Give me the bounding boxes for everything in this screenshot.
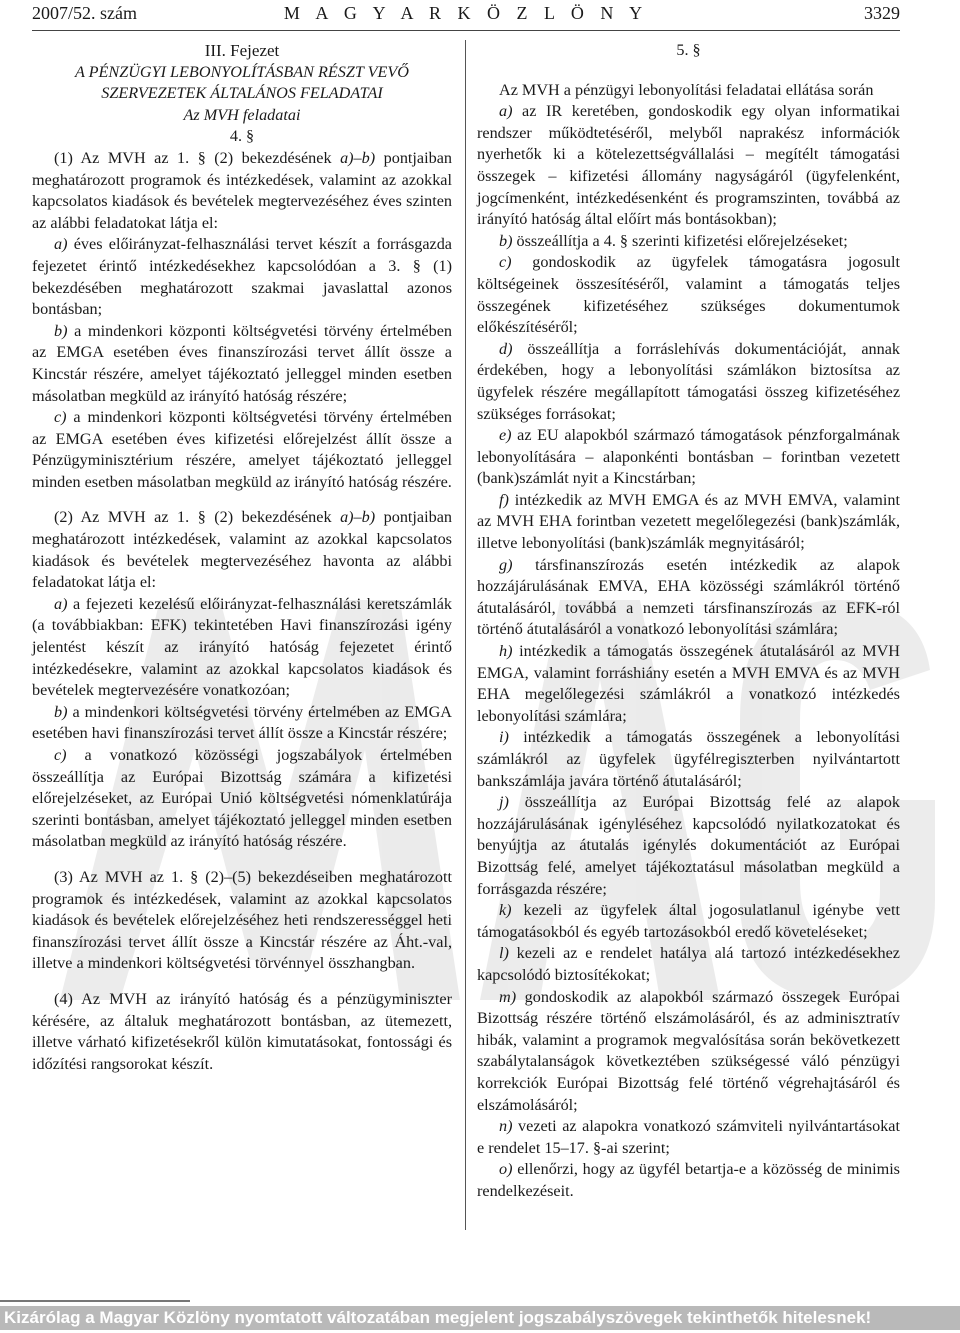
list-item: c) a vonatkozó közösségi jogszabályok értelmében összeállítja az Európai Bizottság számára a kifizetési előrejelzéseket, az Európai Unió költségvetési nómenklatúrája szerinti bontásban, amelyet tájékoztató jelleggel minden esetben másolatban megküld az irányító hatóság részére. <box>32 746 452 851</box>
section-intro: Az MVH a pénzügyi lebonyolítási feladatai ellátása során <box>499 80 874 99</box>
section-number-4: 4. § <box>229 127 255 146</box>
header-rule <box>32 30 900 31</box>
authenticity-footer: Kizárólag a Magyar Közlöny nyomtatott változatában megjelent jogszabályszövegek tekinthetők hitelesnek! <box>0 1306 960 1330</box>
paragraph-4: (4) Az MVH az irányító hatóság és a pénzügyminiszter kérésére, az általuk meghatározott bontásban, az ütemezett, illetve várható kifizetésekről külön kimutatásokat, fontossági és időzítési rangsorokat készít. <box>32 989 452 1073</box>
issue-number: 2007/52. szám <box>32 3 137 23</box>
paragraph-2: (2) Az MVH az 1. § (2) bekezdésének a)–b) pontjaiban meghatározott intézkedések, valamint az azokkal kapcsolatos kiadások és bevételek megtervezéséhez havonta az alábbi feladatokat látja el: <box>32 508 452 592</box>
list-item: a) éves előirányzat-felhasználási tervet készít a forrásgazda fejezetet érintő intézkedésekhez kapcsolódóan a 3. § (1) bekezdésében meghatározott szakmai javaslattal azonos bontásban; <box>32 235 452 319</box>
publication-title: M A G Y A R K Ö Z L Ö N Y <box>283 3 649 23</box>
list-item: b) a mindenkori központi költségvetési törvény értelmében az EMGA esetében éves finanszírozási tervet állít össze a Kincstár részére, amelyet tájékoztató jelleggel minden esetben másolatban megküld az irányító hatóság részére; <box>32 321 452 405</box>
page-number: 3329 <box>864 3 900 23</box>
list-item: a) az IR keretében, gondoskodik egy olyan informatikai rendszer működtetéséről, melyből naprakész információk nyerhetők ki a kötelezettségvállalási – megítélt támogatási összegek – kifizetési állomány nagyságáról (ügyfelenként, jogcímenként, intézkedésenként és programszinten, továbbá az irányító hatóság által előírt más bontásokban); <box>477 102 900 229</box>
list-item: f) intézkedik az MVH EMGA és az MVH EMVA, valamint az MVH EHA forintban vezetett megelőlegezési (bank)számlák, illetve lebonyolítási (bank)számlák megnyitásáról; <box>477 490 900 553</box>
list-item: b) a mindenkori költségvetési törvény értelmében az EMGA esetében havi finanszírozási tervet állít össze a Kincstár részére; <box>32 702 452 743</box>
list-item: l) kezeli az e rendelet hatálya alá tartozó intézkedésekhez kapcsolódó biztosítékokat; <box>477 944 900 984</box>
chapter-heading: III. Fejezet <box>204 41 280 60</box>
list-item: h) intézkedik a támogatás összegének átutalásáról az MVH EMGA, valamint forráshiány esetén a MVH EMVA és az MVH EHA megelőlegezési számlákról a vonatkozó intézkedés lebonyolítási számlára; <box>477 642 900 725</box>
section-subtitle: Az MVH feladatai <box>183 105 301 124</box>
chapter-title: A PÉNZÜGYI LEBONYOLÍTÁSBAN RÉSZT VEVŐ SZERVEZETEK ÁLTALÁNOS FELADATAI <box>75 62 409 103</box>
column-divider <box>465 40 466 1230</box>
paragraph-1: (1) Az MVH az 1. § (2) bekezdésének a)–b) pontjaiban meghatározott programok és intézkedések, valamint az azokkal kapcsolatos kiadások és bevételek megtervezéséhez éves szinten az alábbi feladatokat látja el: <box>32 148 452 232</box>
list-item: c) a mindenkori központi költségvetési törvény értelmében az EMGA esetében éves kifizetési előrejelzést állít össze a Pénzügyminisztérium részére, amelyet tájékoztató jelleggel minden esetben másolatban megküld az irányító hatóság részére. <box>32 408 452 491</box>
list-item: n) vezeti az alapokra vonatkozó számviteli nyilvántartásokat e rendelet 15–17. §-ai szerint; <box>477 1117 900 1157</box>
page-header <box>32 0 900 26</box>
section-number-5: 5. § <box>676 41 701 59</box>
list-item: m) gondoskodik az alapokból származó összegek Európai Bizottság részére történő elszámolásáról, és az adminisztratív hibák, valamint a programok megvalósítása során bekövetkezett szabálytalanságok következtében szükségessé váló pénzügyi korrekciók Európai Bizottság felé történő végrehajtásáról és elszámolásáról; <box>477 987 900 1114</box>
list-item: c) gondoskodik az ügyfelek támogatásra jogosult költségeinek összesítéséről, valamint a támogatás teljes összegének kifizetéséhez szükséges dokumentumok előkészítéséről; <box>477 253 900 337</box>
list-item: k) kezeli az ügyfelek által jogosulatlanul igénybe vett támogatásokból és egyéb tartozásokból eredő követeléseket; <box>477 901 900 941</box>
list-item: j) összeállítja az Európai Bizottság felé az alapok hozzájárulásának igényléséhez kapcsolódó nyilatkozatokat és benyújtja az átutalás igénylés dokumentációt az Európai Bizottság felé, amelyet tájékoztatásul másolatban megküld a forrásgazda részére; <box>477 793 900 898</box>
left-column <box>32 40 452 1075</box>
list-item: d) összeállítja a forráslehívás dokumentációját, annak érdekében, hogy a lebonyolítási számlákon biztosítsa az ügyfelek részére megállapított támogatási összeg kifizetéséhez szükséges forrásokat; <box>477 339 900 423</box>
list-item: a) a fejezeti kezelésű előirányzat-felhasználási keretszámlák (a továbbiakban: EFK) tekintetében Havi finanszírozási igény jelentést készít az irányító hatóság fejezetet érintő intézkedésekre, valamint az azokkal kapcsolatos kiadások és bevételek megtervezésére vonatkozóan; <box>32 594 452 700</box>
right-column <box>477 40 900 1202</box>
list-item: b) összeállítja a 4. § szerinti kifizetési előrejelzéseket; <box>499 231 848 250</box>
footer-rule <box>0 1300 190 1302</box>
list-item: g) társfinanszírozás esetén intézkedik az alapok hozzájárulásának EMVA, EHA közösségi számlákról történő átutalásáról, továbbá a nemzeti társfinanszírozás az EFK-ról történő átutalásáról a vonatkozó lebonyolítási számlára; <box>477 555 900 639</box>
paragraph-3: (3) Az MVH az 1. § (2)–(5) bekezdéseiben meghatározott programok és intézkedések, valamint az azokkal kapcsolatos kiadások és bevételek előrejelzéséhez heti rendszerességgel heti finanszírozási tervet állít össze a Kincstár részére az Áht.-val, illetve a mindenkori költségvetési törvénnyel összhangban. <box>32 867 452 973</box>
list-item: o) ellenőrzi, hogy az ügyfél betartja-e a közösség de minimis rendelkezéseit. <box>477 1160 900 1200</box>
list-item: e) az EU alapokból származó támogatások pénzforgalmának lebonyolítására – alaponkénti bontásban – forintban vezetett (bank)számlát nyit a Kincstárban; <box>477 426 900 488</box>
list-item: i) intézkedik a támogatás összegének a lebonyolítási számlákról az ügyfelek ügyfélregiszterben nyilvántartott bankszámlája javára történő átutalásáról; <box>477 728 900 790</box>
